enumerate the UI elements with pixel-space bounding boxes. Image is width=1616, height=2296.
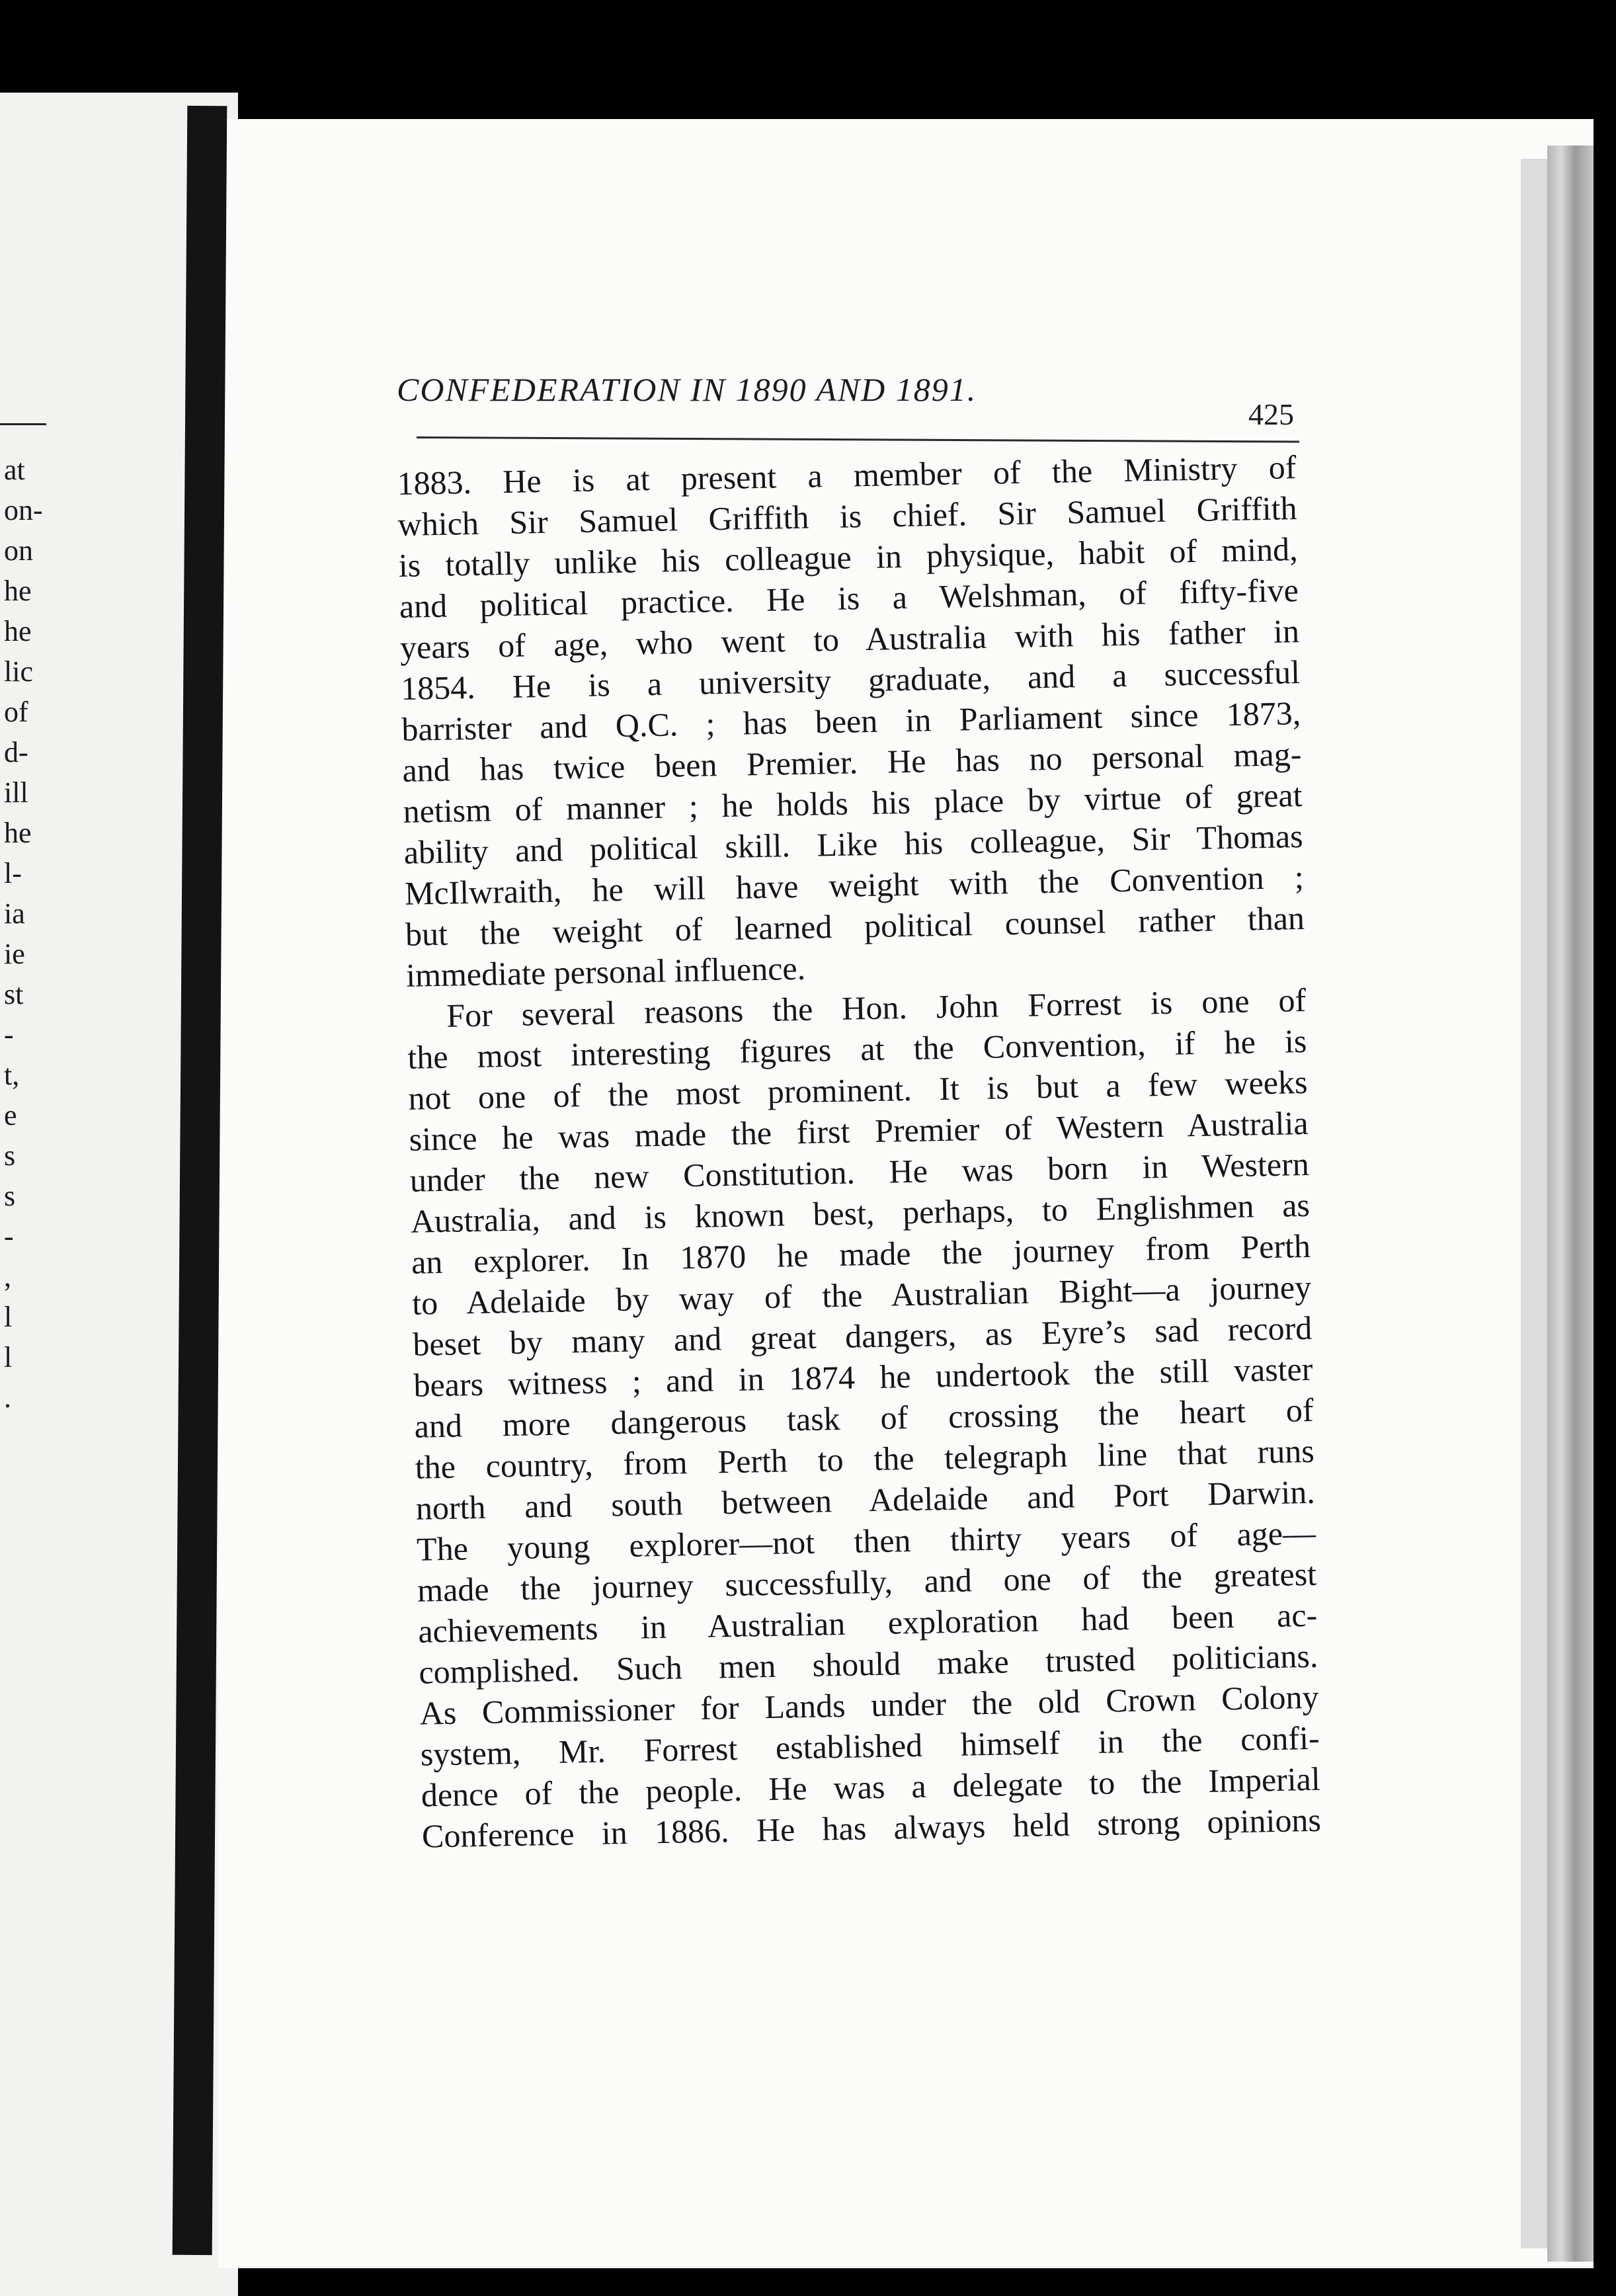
text-line: For several reasons the Hon. John Forrest is one of xyxy=(446,981,1307,1034)
text-line: the most interesting figures at the Convention, if he is xyxy=(407,1022,1307,1076)
left-page-rule xyxy=(0,423,46,425)
left-page-fragment: he xyxy=(4,817,32,849)
text-line: years of age, who went to Australia with his father in xyxy=(399,612,1300,666)
text-line: and political practice. He is a Welshman, of fifty-five xyxy=(399,571,1299,625)
text-line: complished. Such men should make trusted politicians. xyxy=(419,1637,1318,1691)
left-page-fragment: he xyxy=(4,615,32,647)
left-page-fragment: . xyxy=(4,1381,11,1414)
text-line: but the weight of learned political counsel rather than xyxy=(405,899,1305,953)
text-line: and has twice been Premier. He has no personal mag- xyxy=(402,735,1302,789)
left-page-fragment: st xyxy=(4,978,24,1010)
text-line: to Adelaide by way of the Australian Bight—a journey xyxy=(411,1268,1312,1322)
text-line: dence of the people. He was a delegate to the Imperial xyxy=(421,1760,1321,1814)
text-line: system, Mr. Forrest established himself in the confi- xyxy=(420,1719,1320,1773)
text-line: bears witness ; and in 1874 he undertook the still vaster xyxy=(413,1350,1313,1404)
left-page-fragment: - xyxy=(4,1220,14,1252)
text-line: The young explorer—not then thirty years of age— xyxy=(416,1514,1316,1568)
left-page-fragment: he xyxy=(4,575,32,607)
text-line: not one of the most prominent. It is but a few weeks xyxy=(408,1063,1308,1117)
text-line: which Sir Samuel Griffith is chief. Sir Samuel Griffith xyxy=(397,489,1297,543)
left-page-fragment: lic xyxy=(4,655,33,688)
left-page-fragment: ill xyxy=(4,776,28,809)
left-page-fragment: ‑ xyxy=(4,1018,14,1051)
left-page-fragment: l xyxy=(4,1341,13,1374)
text-line: beset by many and great dangers, as Eyre’s sad record xyxy=(412,1309,1313,1363)
body-text xyxy=(397,446,1321,1857)
text-line: the country, from Perth to the telegraph line that runs xyxy=(415,1432,1315,1486)
text-line: ability and political skill. Like his colleague, Sir Thomas xyxy=(403,817,1304,871)
left-page-fragment: l- xyxy=(4,857,22,889)
text-line: immediate personal influence. xyxy=(405,949,806,994)
left-page-fragment: e xyxy=(4,1099,17,1131)
page-edge-inner xyxy=(1521,159,1547,2248)
text-line: since he was made the first Premier of Western Australia xyxy=(409,1104,1309,1158)
left-page-fragment: t, xyxy=(4,1059,20,1091)
text-line: Conference in 1886. He has always held strong opinions xyxy=(421,1801,1322,1855)
text-line: barrister and Q.C. ; has been in Parliament since 1873, xyxy=(401,694,1301,748)
text-line: north and south between Adelaide and Port Darwin. xyxy=(415,1473,1316,1527)
text-line: McIlwraith, he will have weight with the Convention ; xyxy=(404,858,1305,912)
left-page-fragment: s xyxy=(4,1139,16,1172)
left-page-text-fragments xyxy=(4,450,43,1418)
running-head: CONFEDERATION IN 1890 AND 1891. xyxy=(397,371,977,408)
left-page-fragment: ia xyxy=(4,897,25,930)
text-line: netism of manner ; he holds his place by virtue of great xyxy=(403,776,1303,830)
left-page-fragment: on xyxy=(4,534,33,567)
left-page-fragment: at xyxy=(4,454,25,486)
text-line: 1883. He is at present a member of the Ministry of xyxy=(397,448,1297,502)
page-edge xyxy=(1547,145,1594,2262)
left-page-fragment: , xyxy=(4,1260,11,1293)
page-number: 425 xyxy=(1248,397,1294,431)
text-line: As Commissioner for Lands under the old Crown Colony xyxy=(419,1678,1319,1732)
text-line: is totally unlike his colleague in physique, habit of mind, xyxy=(398,530,1299,584)
text-line: Australia, and is known best, perhaps, to Englishmen as xyxy=(410,1186,1311,1240)
text-line: an explorer. In 1870 he made the journey from Perth xyxy=(411,1227,1311,1281)
text-line: and more dangerous task of crossing the heart of xyxy=(414,1391,1314,1445)
text-line: under the new Constitution. He was born in Western xyxy=(409,1145,1310,1199)
left-page-fragment: s xyxy=(4,1180,16,1212)
text-line: achievements in Australian exploration had been ac- xyxy=(417,1596,1318,1650)
left-page-fragment: of xyxy=(4,696,28,728)
left-page-fragment: d- xyxy=(4,736,28,768)
text-line: 1854. He is a university graduate, and a successful xyxy=(400,653,1301,707)
left-page-fragment: l xyxy=(4,1301,13,1333)
left-page-fragment: ie xyxy=(4,938,25,970)
left-page-fragment: on- xyxy=(4,494,43,526)
text-line: made the journey successfully, and one of the greatest xyxy=(417,1555,1317,1609)
